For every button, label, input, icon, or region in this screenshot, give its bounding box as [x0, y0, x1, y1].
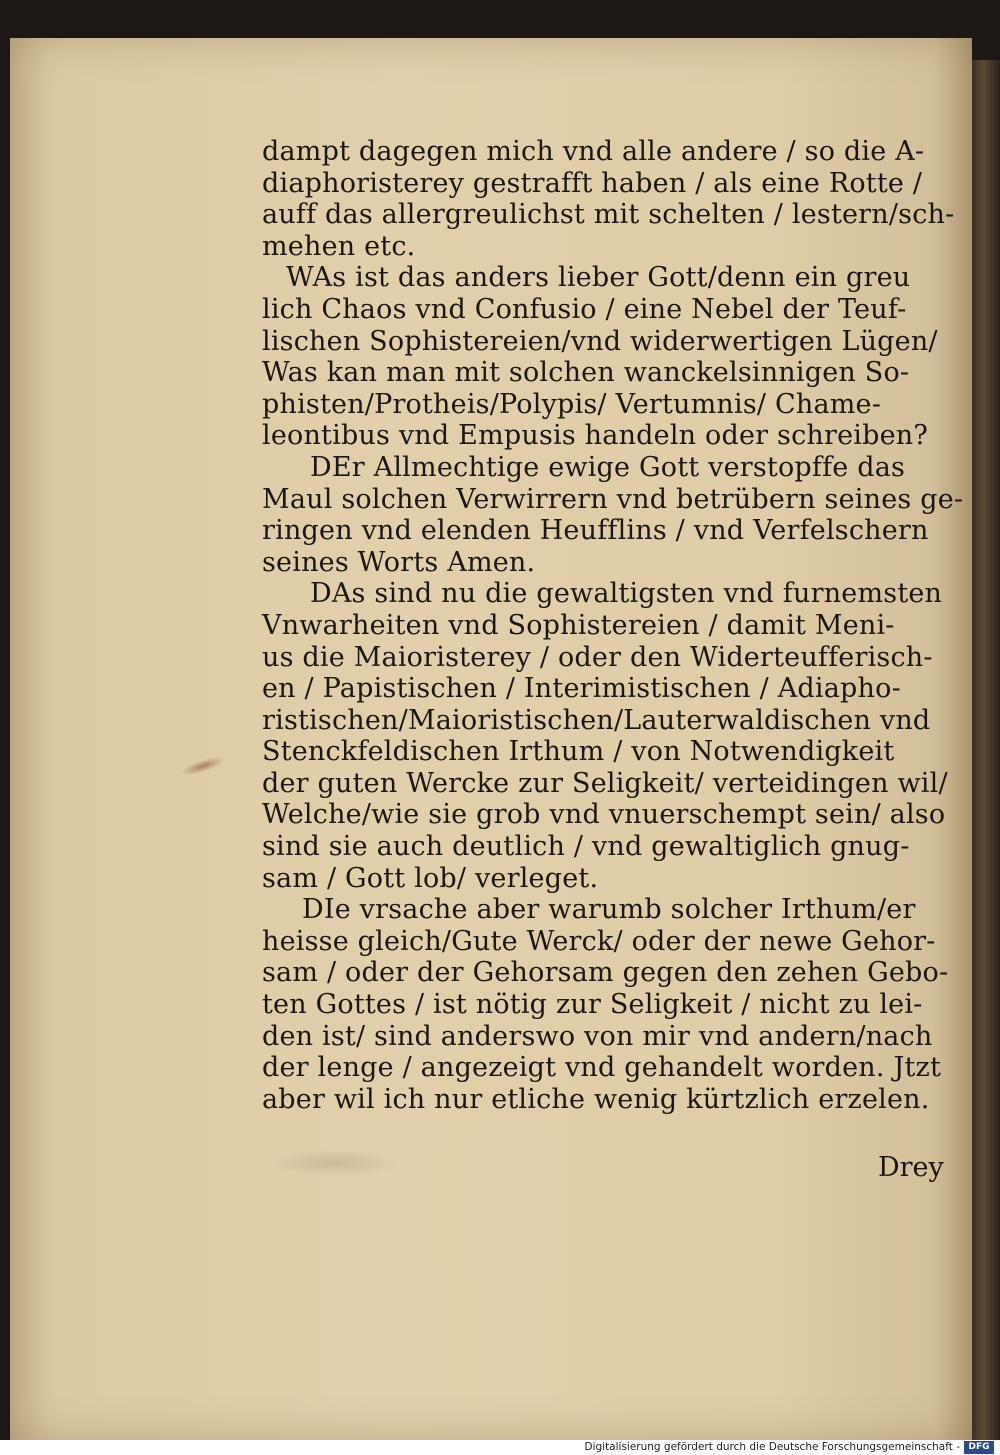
text-line: DAs sind nu die gewaltigsten vnd furnemsten: [310, 578, 943, 610]
text-line: leontibus vnd Empusis handeln oder schreiben?: [262, 420, 929, 452]
text-line: mehen etc.: [262, 230, 416, 262]
text-line: us die Maioristerey / oder den Widerteufferisch-: [262, 641, 933, 673]
text-line: ristischen/Maioristischen/Lauterwaldischen vnd: [262, 704, 931, 736]
text-line: WAs ist das anders lieber Gott/denn ein greu: [286, 262, 911, 294]
text-line: DEr Allmechtige ewige Gott verstopffe das: [310, 451, 906, 483]
bleed-through-mark: [270, 1150, 400, 1176]
text-line: den ist/ sind anderswo von mir vnd andern/nach: [262, 1020, 933, 1052]
text-line: aber wil ich nur etliche wenig kürtzlich erzelen.: [262, 1083, 930, 1115]
text-line: Vnwarheiten vnd Sophistereien / damit Meni-: [262, 609, 895, 641]
text-line: sind sie auch deutlich / vnd gewaltiglich gnug-: [262, 831, 910, 863]
text-line: sam / Gott lob/ verleget.: [262, 862, 599, 894]
text-line: lich Chaos vnd Confusio / eine Nebel der Teuf-: [262, 293, 907, 325]
text-line: lischen Sophistereien/vnd widerwertigen Lügen/: [262, 325, 938, 357]
text-line: en / Papistischen / Interimistischen / Adiapho-: [262, 673, 901, 705]
page-text: [262, 136, 962, 1115]
footer-bar: [0, 1440, 1000, 1455]
text-line: heisse gleich/Gute Werck/ oder der newe Gehor-: [262, 925, 936, 957]
catchword: Drey: [878, 1152, 944, 1183]
text-line: seines Worts Amen.: [262, 546, 536, 578]
text-line: auff das allergreulichst mit schelten / lestern/sch-: [262, 199, 955, 231]
text-line: Welche/wie sie grob vnd vnuerschempt sein/ also: [262, 799, 946, 831]
text-line: Maul solchen Verwirrern vnd betrübern seines ge-: [262, 483, 964, 515]
text-line: ringen vnd elenden Heufflins / vnd Verfelschern: [262, 515, 929, 547]
text-line: ten Gottes / ist nötig zur Seligkeit / nicht zu lei-: [262, 989, 923, 1021]
text-line: Stenckfeldischen Irthum / von Notwendigkeit: [262, 736, 895, 768]
book-edge: [972, 60, 1000, 1440]
text-line: diaphoristerey gestrafft haben / als eine Rotte /: [262, 167, 923, 199]
dfg-logo: DFG: [964, 1441, 994, 1454]
text-line: sam / oder der Gehorsam gegen den zehen Gebo-: [262, 957, 949, 989]
text-line: dampt dagegen mich vnd alle andere / so die A-: [262, 136, 925, 167]
text-line: DIe vrsache aber warumb solcher Irthum/er: [302, 894, 916, 926]
text-line: phisten/Protheis/Polypis/ Vertumnis/ Chame-: [262, 388, 882, 420]
text-line: der lenge / angezeigt vnd gehandelt worden. Jtzt: [262, 1052, 941, 1084]
text-line: der guten Wercke zur Seligkeit/ verteidingen wil/: [262, 767, 948, 799]
funding-notice: Digitalisierung gefördert durch die Deutsche Forschungsgemeinschaft -: [584, 1441, 960, 1453]
text-line: Was kan man mit solchen wanckelsinnigen So-: [262, 357, 910, 389]
